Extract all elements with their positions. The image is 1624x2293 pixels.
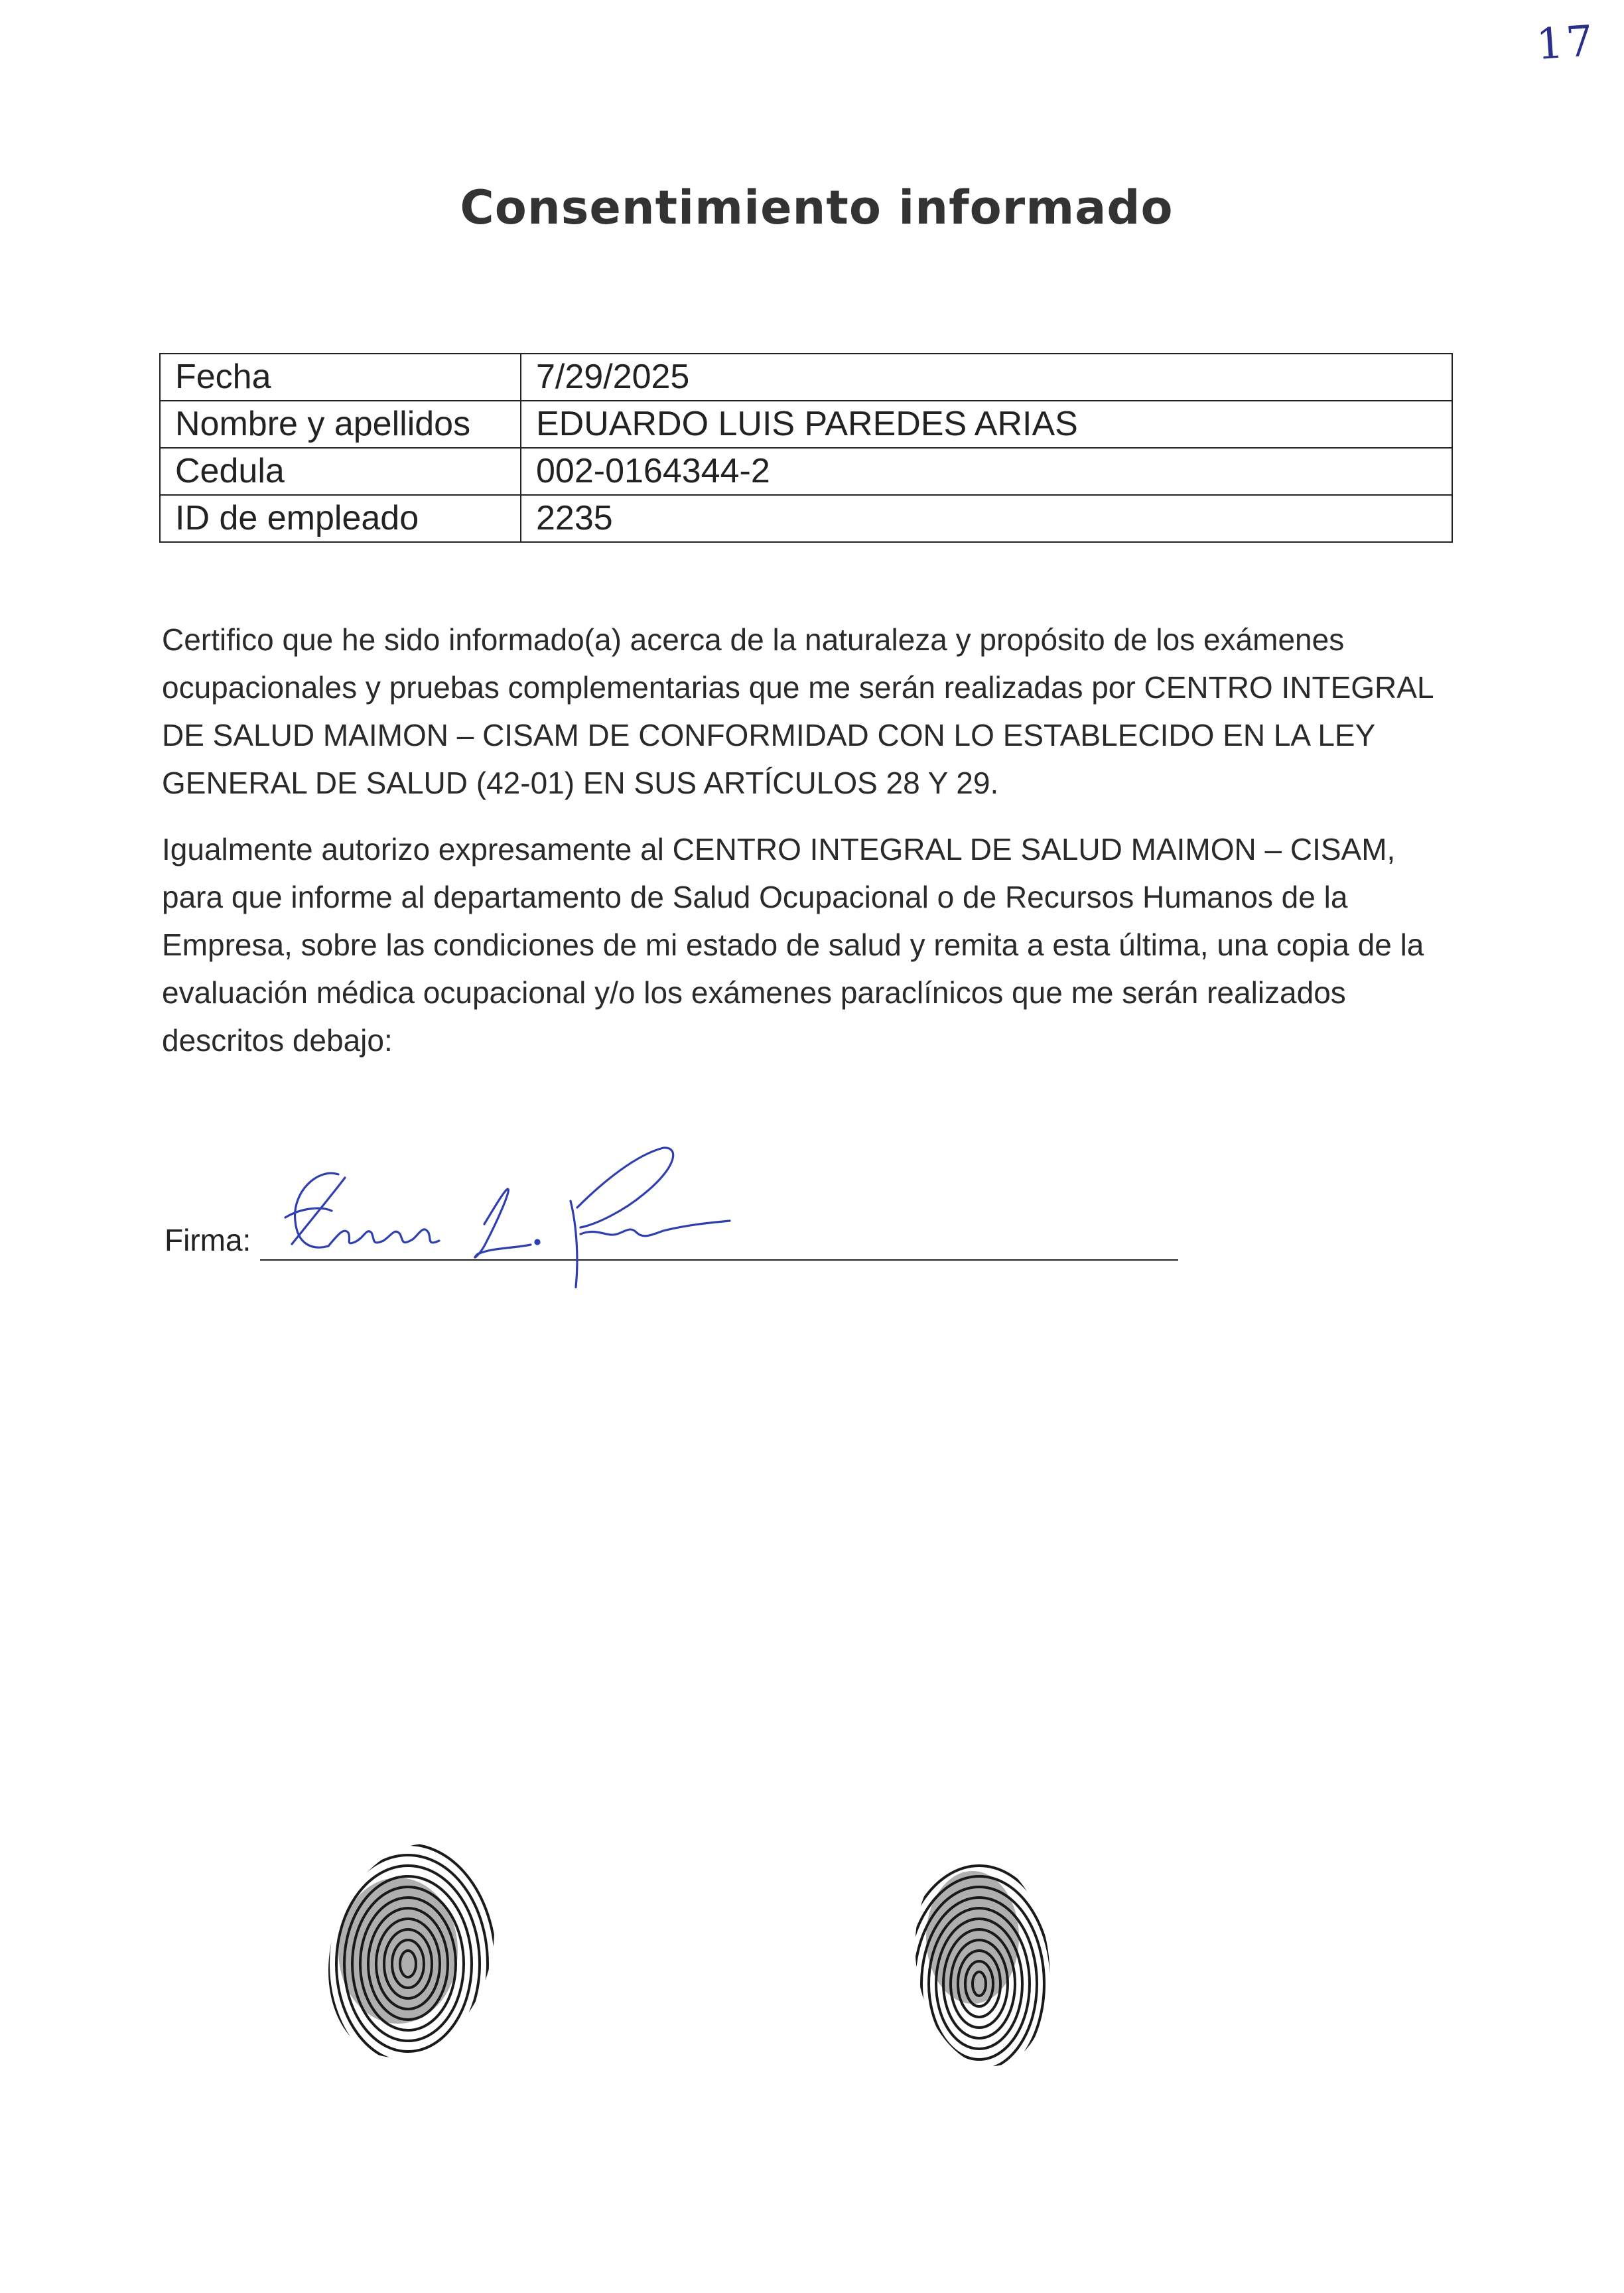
- info-table: [159, 353, 1453, 543]
- page-number: 17: [1534, 16, 1597, 70]
- nombre-label: Nombre y apellidos: [160, 401, 521, 448]
- authorization-paragraph: Igualmente autorizo expresamente al CENTRO INTEGRAL DE SALUD MAIMON – CISAM, para que informe al departamento de Salud Ocupacional o de Recursos Humanos de la Empresa, sobre las condiciones de mi estado de salud y remita a esta última, una copia de la evaluación médica ocupacional y/o los exámenes paraclínicos que me serán realizados descritos debajo:: [162, 832, 1424, 1058]
- certification-paragraph: Certifico que he sido informado(a) acerca de la naturaleza y propósito de los exámenes ocupacionales y pruebas complementarias que me serán realizadas por CENTRO INTEGRAL DE SALUD MAIMON – CISAM DE CONFORMIDAD CON LO ESTABLECIDO EN LA LEY GENERAL DE SALUD (42-01) EN SUS ARTÍCULOS 28 Y 29.: [162, 622, 1433, 800]
- cedula-value: 002-0164344-2: [521, 448, 1452, 495]
- document-title: Consentimiento informado: [460, 180, 1174, 235]
- fingerprint-left-icon: [312, 1838, 511, 2063]
- table-row: [160, 495, 1452, 542]
- fingerprint-right-icon: [900, 1851, 1065, 2070]
- cedula-label: Cedula: [160, 448, 521, 495]
- table-row: [160, 354, 1452, 401]
- firma-label: Firma:: [165, 1223, 251, 1257]
- nombre-value: EDUARDO LUIS PAREDES ARIAS: [521, 401, 1452, 448]
- id-empleado-label: ID de empleado: [160, 495, 521, 542]
- id-empleado-value: 2235: [521, 495, 1452, 542]
- fecha-value: 7/29/2025: [521, 354, 1452, 401]
- handwritten-signature: [265, 1128, 770, 1300]
- table-row: [160, 401, 1452, 448]
- fecha-label: Fecha: [160, 354, 521, 401]
- table-row: [160, 448, 1452, 495]
